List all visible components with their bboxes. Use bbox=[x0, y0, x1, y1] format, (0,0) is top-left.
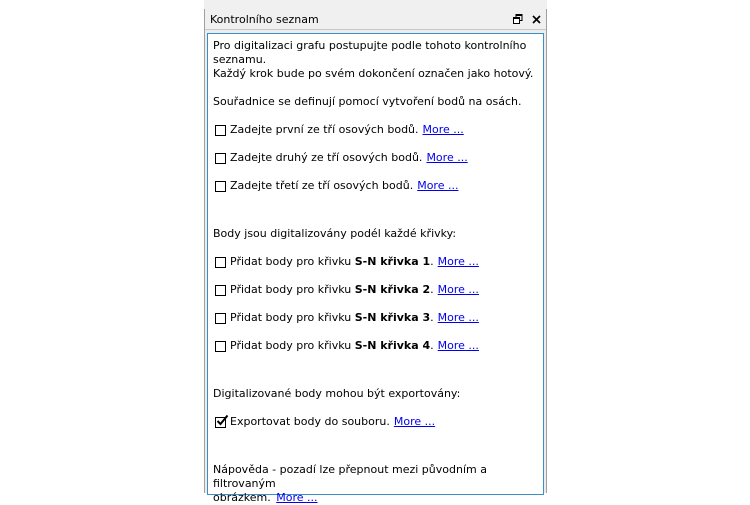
panel-titlebar bbox=[205, 9, 546, 30]
help-line-1: Nápověda - pozadí lze přepnout mezi původním a filtrovaným bbox=[213, 463, 487, 490]
help-line-2-wrap bbox=[213, 491, 543, 505]
checklist-panel bbox=[204, 9, 547, 504]
curve-item-1: Přidat body pro křivku S-N křivka 1 . More ... bbox=[213, 255, 543, 269]
export-text: Exportovat body do souboru. bbox=[230, 415, 390, 428]
axis-point-item-3 bbox=[213, 179, 543, 193]
help-more-link[interactable]: More ... bbox=[276, 491, 318, 504]
axis-point-1-text: Zadejte první ze tří osových bodů. bbox=[230, 123, 419, 136]
curve-4-prefix: Přidat body pro křivku bbox=[230, 339, 352, 352]
curve-2-name: S-N křivka 2 bbox=[354, 283, 431, 296]
curve-1-more-link[interactable]: More ... bbox=[437, 255, 479, 268]
help-line-2: obrázkem. bbox=[213, 491, 271, 504]
export-more-link[interactable]: More ... bbox=[393, 415, 436, 428]
axis-point-3-checkbox[interactable] bbox=[215, 181, 226, 192]
curve-1-checkbox[interactable] bbox=[215, 257, 226, 268]
curve-3-prefix: Přidat body pro křivku bbox=[230, 311, 352, 324]
curve-1-name: S-N křivka 1 bbox=[354, 255, 431, 268]
curve-3-more-link[interactable]: More ... bbox=[437, 311, 479, 324]
intro-line-1: Pro digitalizaci grafu postupujte podle tohoto kontrolního seznamu. bbox=[213, 39, 527, 66]
restore-icon[interactable] bbox=[510, 11, 526, 27]
curve-2-more-link[interactable]: More ... bbox=[437, 283, 479, 296]
axis-point-2-more-link[interactable]: More ... bbox=[426, 151, 468, 164]
checklist-content bbox=[207, 33, 544, 504]
axis-point-1-checkbox[interactable] bbox=[215, 125, 226, 136]
curve-item-4: Přidat body pro křivku S-N křivka 4 . More ... bbox=[213, 339, 543, 353]
curve-2-checkbox[interactable] bbox=[215, 285, 226, 296]
curve-4-name: S-N křivka 4 bbox=[354, 339, 431, 352]
axis-point-2-checkbox[interactable] bbox=[215, 153, 226, 164]
curve-1-prefix: Přidat body pro křivku bbox=[230, 255, 352, 268]
axis-point-2-text: Zadejte druhý ze tří osových bodů. bbox=[230, 151, 423, 164]
axes-heading: Souřadnice se definují pomocí vytvoření bodů na osách. bbox=[213, 95, 522, 108]
checkmark-icon bbox=[215, 413, 229, 427]
axis-point-item-2 bbox=[213, 151, 543, 165]
intro-line-2: Každý krok bude po svém dokončení označen jako hotový. bbox=[213, 67, 534, 80]
curve-item-2: Přidat body pro křivku S-N křivka 2 . More ... bbox=[213, 283, 543, 297]
curve-3-name: S-N křivka 3 bbox=[354, 311, 431, 324]
axis-point-3-more-link[interactable]: More ... bbox=[417, 179, 459, 192]
curve-3-checkbox[interactable] bbox=[215, 313, 226, 324]
curve-2-prefix: Přidat body pro křivku bbox=[230, 283, 352, 296]
curve-4-more-link[interactable]: More ... bbox=[437, 339, 479, 352]
export-heading: Digitalizované body mohou být exportovány: bbox=[213, 387, 461, 400]
panel-title: Kontrolního seznam bbox=[210, 12, 319, 26]
export-checkbox[interactable] bbox=[215, 417, 226, 428]
curve-item-3: Přidat body pro křivku S-N křivka 3 . More ... bbox=[213, 311, 543, 325]
close-icon[interactable] bbox=[528, 11, 544, 27]
export-item bbox=[213, 415, 543, 429]
axis-point-1-more-link[interactable]: More ... bbox=[422, 123, 464, 136]
axis-point-item-1 bbox=[213, 123, 543, 137]
axis-point-3-text: Zadejte třetí ze tří osových bodů. bbox=[230, 179, 414, 192]
curves-heading: Body jsou digitalizovány podél každé křivky: bbox=[213, 227, 457, 240]
curve-4-checkbox[interactable] bbox=[215, 341, 226, 352]
